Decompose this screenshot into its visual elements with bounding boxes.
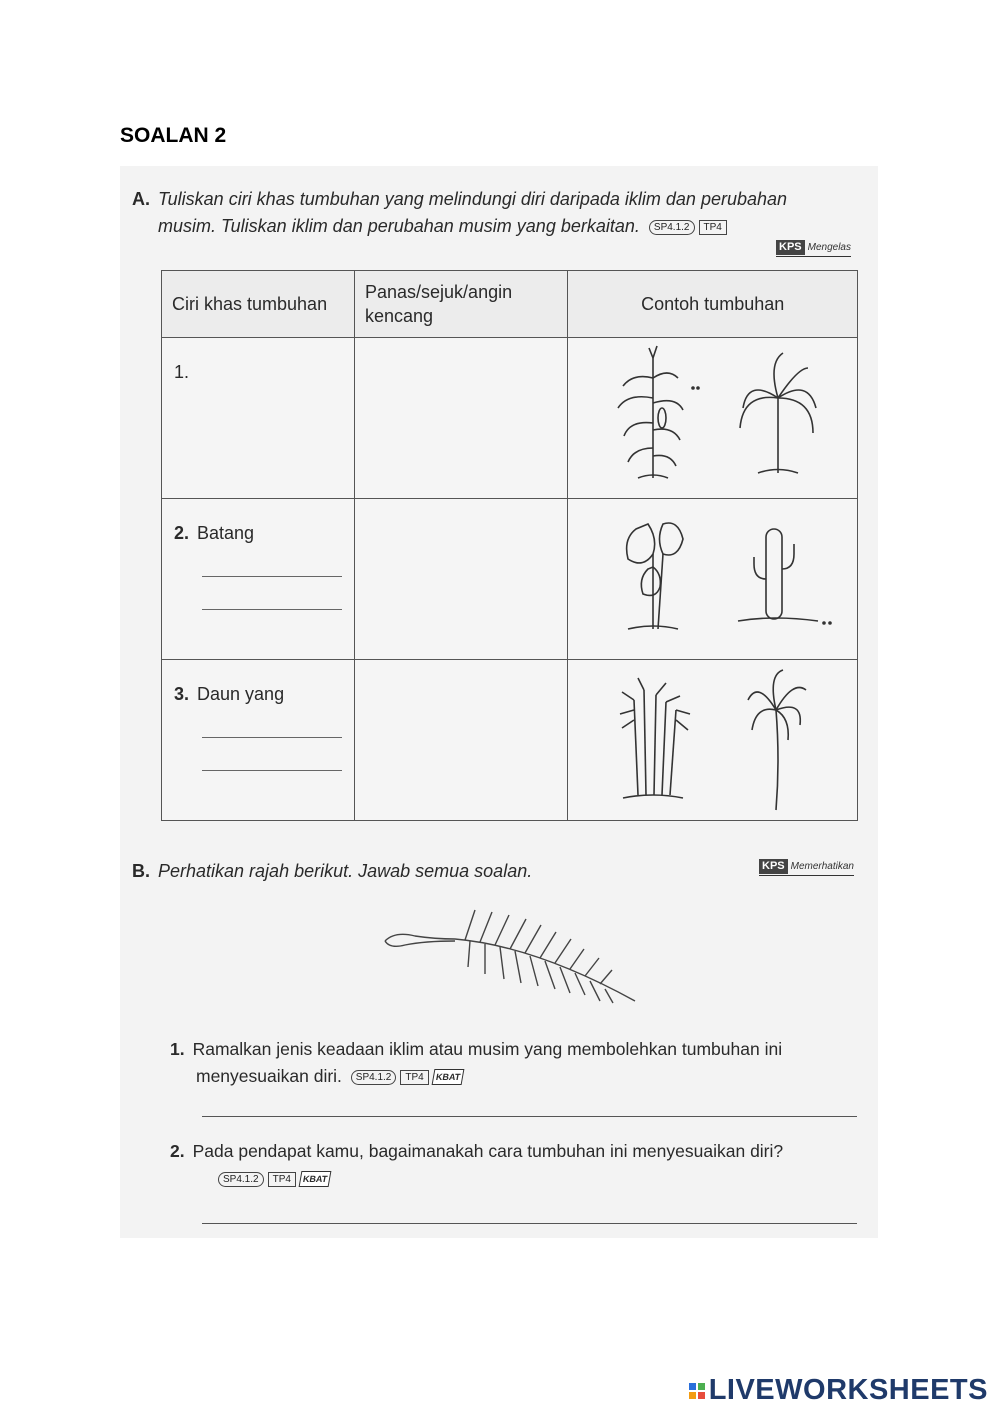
section-a-letter: A. bbox=[132, 189, 150, 209]
header-ciri-khas: Ciri khas tumbuhan bbox=[162, 271, 355, 338]
row2-blank-line-2[interactable] bbox=[202, 609, 342, 610]
kps-mengelas-badge bbox=[776, 240, 851, 257]
section-b-prompt bbox=[132, 858, 692, 885]
liveworksheets-logo[interactable] bbox=[689, 1374, 988, 1407]
kps-memerhatikan-badge bbox=[759, 859, 854, 876]
row3-ciri-cell[interactable] bbox=[162, 660, 355, 821]
row2-answer-cell[interactable] bbox=[355, 499, 568, 660]
row1-ciri-cell[interactable] bbox=[162, 338, 355, 499]
kps-box: KPS bbox=[759, 859, 788, 874]
section-a-line2: musim. Tuliskan iklim dan perubahan musim yang berkaitan. bbox=[158, 216, 640, 236]
row2-number: 2. bbox=[174, 523, 190, 543]
sp-tag: SP4.1.2 bbox=[649, 220, 695, 235]
b-q1-line1: Ramalkan jenis keadaan iklim atau musim yang membolehkan tumbuhan ini bbox=[192, 1039, 783, 1059]
tp-tag: TP4 bbox=[699, 220, 727, 235]
b-q1-number: 1. bbox=[170, 1039, 185, 1059]
row3-blank-line-2[interactable] bbox=[202, 770, 342, 771]
row2-pictures bbox=[568, 499, 858, 660]
row1-answer-cell[interactable] bbox=[355, 338, 568, 499]
header-contoh: Contoh tumbuhan bbox=[568, 271, 858, 338]
row3-label: Daun yang bbox=[197, 684, 285, 704]
kps-label: Mengelas bbox=[807, 242, 851, 253]
table-row bbox=[162, 499, 858, 660]
section-b-instruction: Perhatikan rajah berikut. Jawab semua soalan. bbox=[158, 861, 533, 881]
row2-blank-line-1[interactable] bbox=[202, 576, 342, 577]
section-a-line1: Tuliskan ciri khas tumbuhan yang melindungi diri daripada iklim dan perubahan bbox=[158, 189, 788, 209]
section-b-letter: B. bbox=[132, 861, 150, 881]
b-question-1 bbox=[170, 1036, 870, 1090]
sp-tag: SP4.1.2 bbox=[351, 1070, 397, 1085]
section-a-prompt bbox=[132, 186, 872, 240]
yam-cactus-illustration bbox=[568, 499, 858, 659]
kps-label: Memerhatikan bbox=[790, 861, 854, 872]
classification-table bbox=[161, 270, 858, 821]
maize-banana-illustration bbox=[568, 338, 858, 498]
page-title: SOALAN 2 bbox=[120, 124, 227, 147]
fern-leaf-illustration bbox=[375, 901, 655, 1011]
table-row bbox=[162, 338, 858, 499]
row3-blank-line-1[interactable] bbox=[202, 737, 342, 738]
b-q1-answer-line[interactable] bbox=[202, 1116, 857, 1117]
b-q1-line2: menyesuaikan diri. bbox=[196, 1066, 342, 1086]
kbat-badge: KBAT bbox=[299, 1171, 332, 1187]
b-q2-line1: Pada pendapat kamu, bagaimanakah cara tumbuhan ini menyesuaikan diri? bbox=[192, 1141, 784, 1161]
row1-pictures bbox=[568, 338, 858, 499]
row3-number: 3. bbox=[174, 684, 190, 704]
b-q2-answer-line[interactable] bbox=[202, 1223, 857, 1224]
tp-tag: TP4 bbox=[400, 1070, 428, 1085]
row2-label: Batang bbox=[197, 523, 255, 543]
kbat-badge: KBAT bbox=[431, 1069, 464, 1085]
b-q2-number: 2. bbox=[170, 1141, 185, 1161]
worksheet-scan bbox=[120, 166, 878, 1238]
kps-box: KPS bbox=[776, 240, 805, 255]
bamboo-coconut-illustration bbox=[568, 660, 858, 820]
logo-grid-icon bbox=[689, 1383, 705, 1399]
b-question-2 bbox=[170, 1138, 870, 1192]
brand-name: LIVEWORKSHEETS bbox=[708, 1374, 988, 1406]
sp-tag: SP4.1.2 bbox=[218, 1172, 264, 1187]
row3-pictures bbox=[568, 660, 858, 821]
header-panas-sejuk: Panas/sejuk/angin kencang bbox=[355, 271, 568, 338]
row3-answer-cell[interactable] bbox=[355, 660, 568, 821]
row1-number: 1. bbox=[174, 362, 190, 382]
table-header-row bbox=[162, 271, 858, 338]
table-row bbox=[162, 660, 858, 821]
tp-tag: TP4 bbox=[268, 1172, 296, 1187]
row2-ciri-cell[interactable] bbox=[162, 499, 355, 660]
